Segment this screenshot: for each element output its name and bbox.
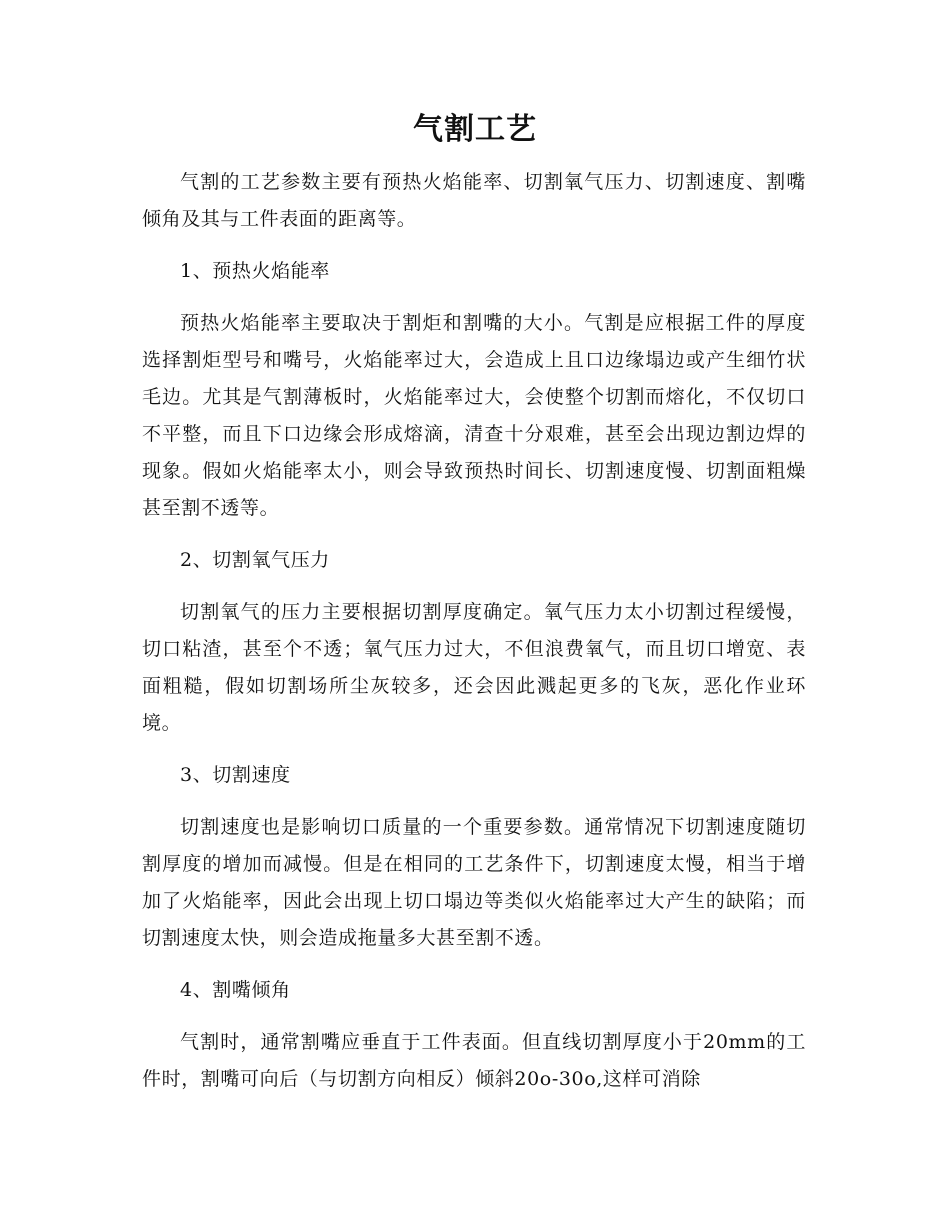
section-heading-3: 3、切割速度 [180,764,291,786]
document-body [142,164,806,1113]
section-heading-1: 1、预热火焰能率 [180,260,330,282]
section-paragraph-4: 气割时，通常割嘴应垂直于工件表面。但直线切割厚度小于20mm的工件时，割嘴可向后（与切割方向相反）倾斜20o-30o,这样可消除 [142,1031,806,1090]
section-paragraph-3: 切割速度也是影响切口质量的一个重要参数。通常情况下切割速度随切割厚度的增加而减慢。但是在相同的工艺条件下，切割速度太慢，相当于增加了火焰能率，因此会出现上切口塌边等类似火焰能率过大产生的缺陷；而切割速度太快，则会造成拖量多大甚至割不透。 [142,816,806,949]
intro-paragraph: 气割的工艺参数主要有预热火焰能率、切割氧气压力、切割速度、割嘴倾角及其与工件表面的距离等。 [142,171,806,230]
section-heading-4: 4、割嘴倾角 [180,979,291,1001]
document-title: 气割工艺 [413,112,537,147]
section-heading-2: 2、切割氧气压力 [180,549,330,571]
section-paragraph-2: 切割氧气的压力主要根据切割厚度确定。氧气压力太小切割过程缓慢，切口粘渣，甚至个不透；氧气压力过大，不但浪费氧气，而且切口增宽、表面粗糙，假如切割场所尘灰较多，还会因此溅起更多的飞灰，恶化作业环境。 [142,601,806,734]
section-paragraph-1: 预热火焰能率主要取决于割炬和割嘴的大小。气割是应根据工件的厚度选择割炬型号和嘴号，火焰能率过大，会造成上且口边缘塌边或产生细竹状毛边。尤其是气割薄板时，火焰能率过大，会使整个切割而熔化，不仅切口不平整，而且下口边缘会形成熔滴，清查十分艰难，甚至会出现边割边焊的现象。假如火焰能率太小，则会导致预热时间长、切割速度慢、切割面粗燥甚至割不透等。 [142,312,806,519]
